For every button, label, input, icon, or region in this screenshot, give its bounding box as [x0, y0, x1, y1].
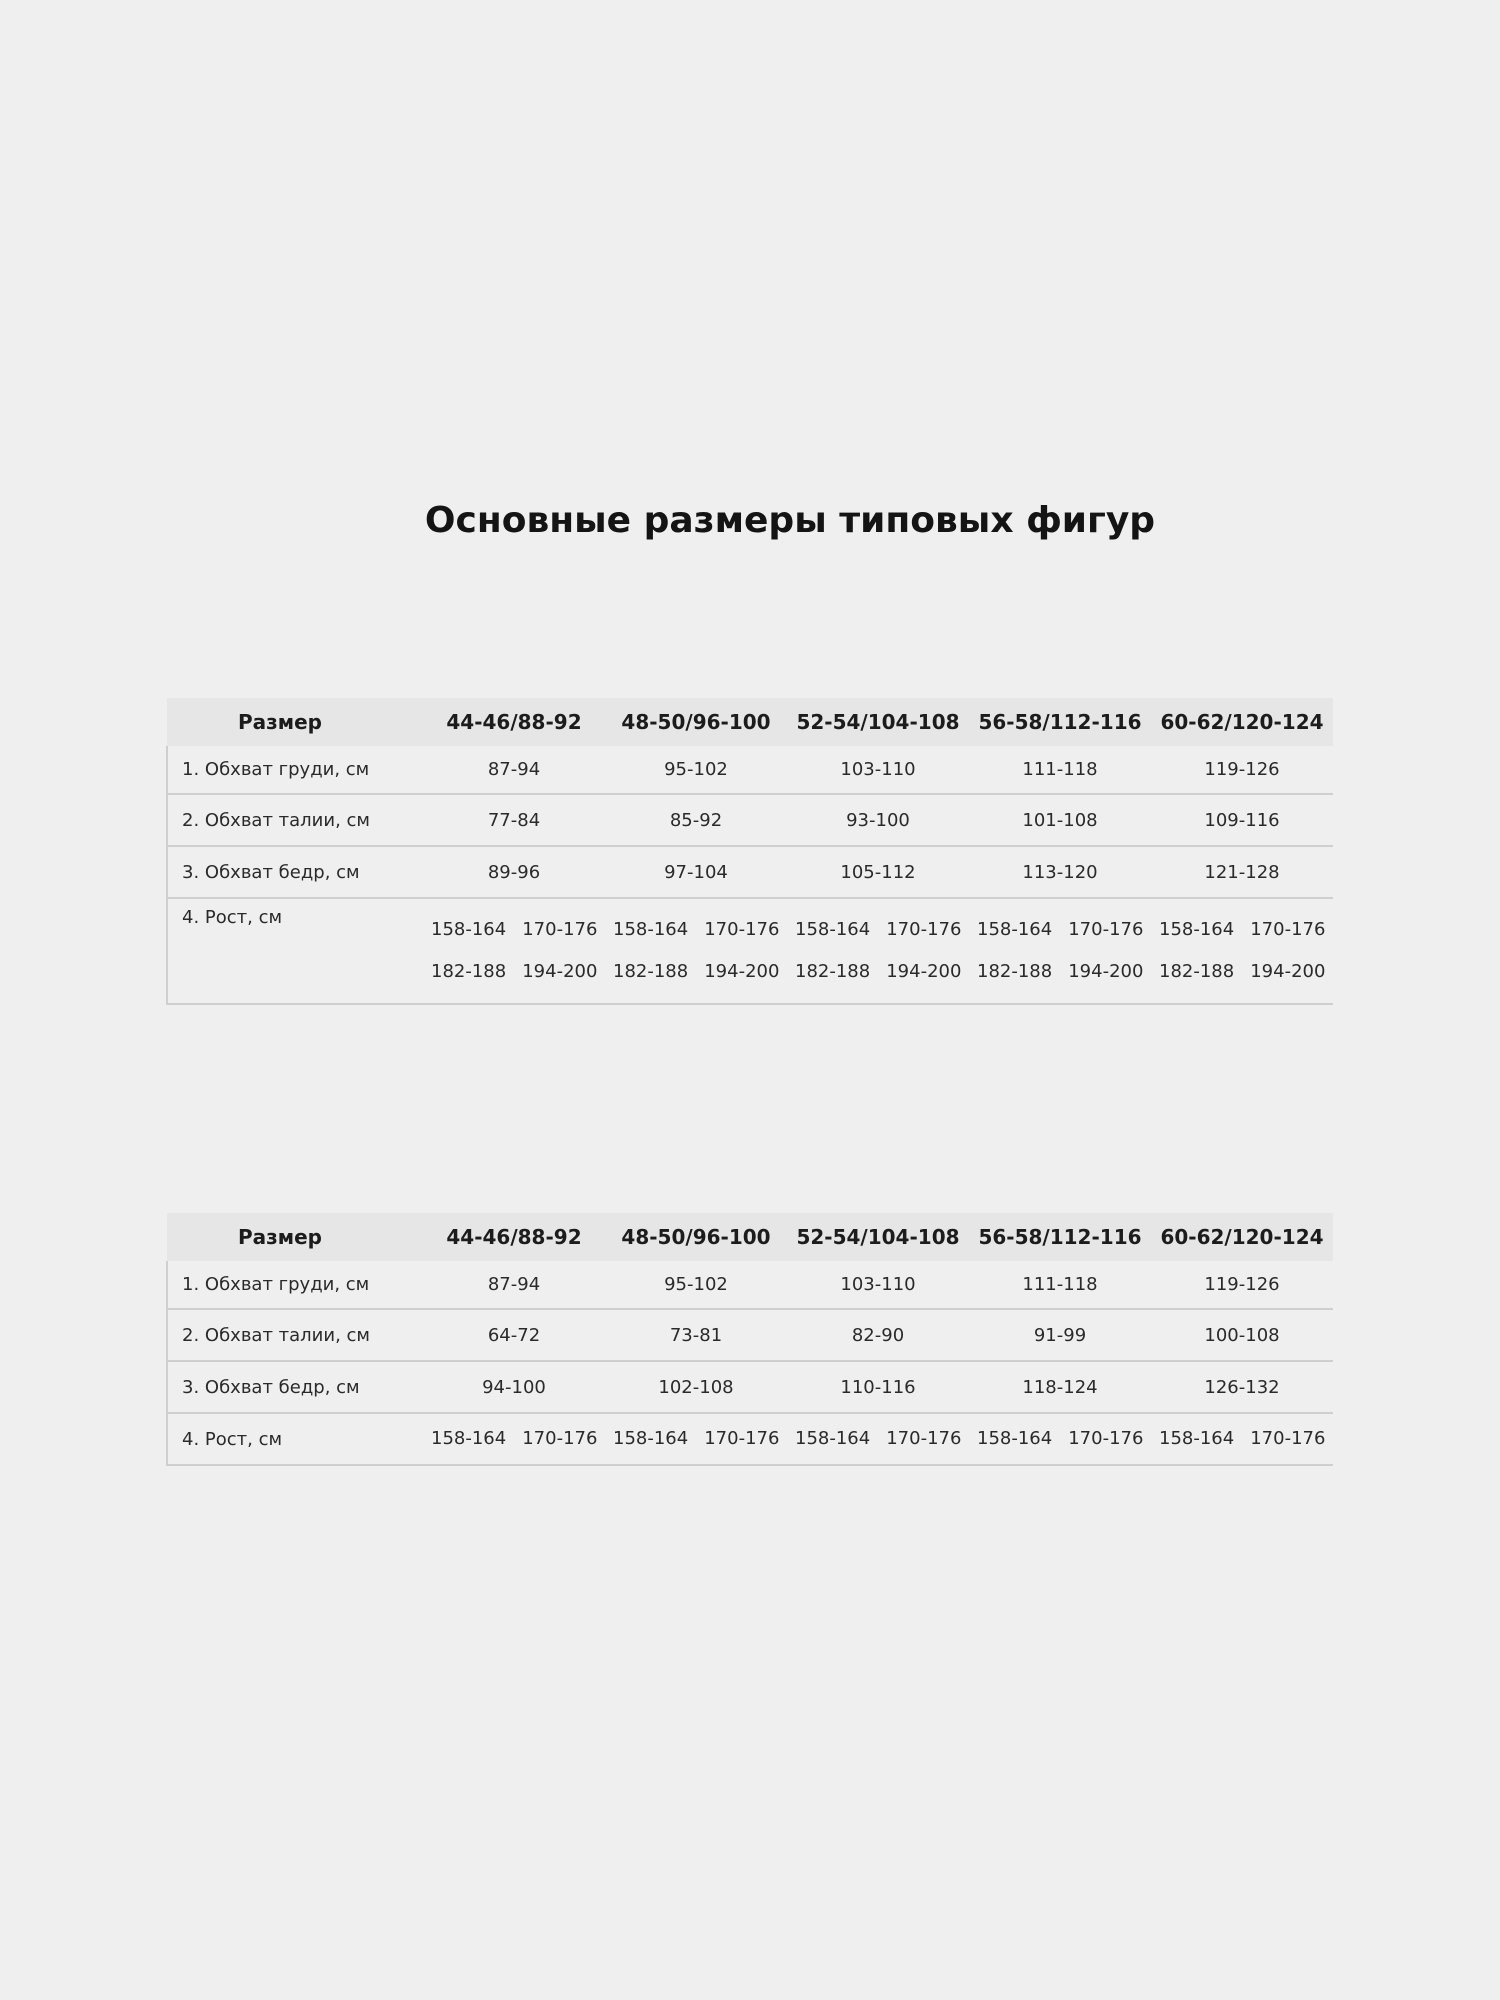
- header-size-col: 44-46/88-92: [446, 710, 582, 734]
- table-cell: 121-128: [1151, 846, 1333, 898]
- table-cell: 109-116: [1151, 794, 1333, 846]
- table-cell: [1151, 1413, 1333, 1465]
- height-range: 158-164: [977, 919, 1053, 940]
- height-range: 170-176: [1068, 919, 1144, 940]
- table-cell: 87-94: [423, 1261, 605, 1309]
- table-row: [167, 1261, 1333, 1309]
- height-range: 182-188: [613, 961, 689, 982]
- table-cell: 119-126: [1151, 1261, 1333, 1309]
- header-size-col: 48-50/96-100: [621, 1225, 771, 1249]
- size-table-2: [166, 1213, 1333, 1466]
- row-label: 1. Обхват груди, см: [167, 1261, 423, 1309]
- page-title: Основные размеры типовых фигур: [424, 500, 1156, 541]
- row-label: 4. Рост, см: [167, 1413, 423, 1465]
- table-header-row: [167, 698, 1333, 746]
- table-cell: 95-102: [605, 1261, 787, 1309]
- table-cell: 110-116: [787, 1361, 969, 1413]
- table-cell: 102-108: [605, 1361, 787, 1413]
- table-cell: 111-118: [969, 746, 1151, 794]
- height-range: 170-176: [704, 919, 780, 940]
- table-cell: 105-112: [787, 846, 969, 898]
- table-cell: 85-92: [605, 794, 787, 846]
- height-range: 170-176: [1250, 919, 1326, 940]
- header-size-col: 52-54/104-108: [796, 1225, 960, 1249]
- table-cell: [787, 898, 969, 1004]
- table-cell: [1151, 898, 1333, 1004]
- height-range: 170-176: [1250, 1428, 1326, 1449]
- table-cell: 100-108: [1151, 1309, 1333, 1361]
- header-size-col: 48-50/96-100: [621, 710, 771, 734]
- height-range: 158-164: [613, 919, 689, 940]
- row-label: 3. Обхват бедр, см: [167, 1361, 423, 1413]
- table-cell: 77-84: [423, 794, 605, 846]
- table-cell: [423, 1413, 605, 1465]
- table-cell: 94-100: [423, 1361, 605, 1413]
- height-range: 182-188: [795, 961, 871, 982]
- row-label: 2. Обхват талии, см: [167, 794, 423, 846]
- table-cell: [423, 898, 605, 1004]
- row-label: 4. Рост, см: [167, 898, 423, 1004]
- table-cell: 91-99: [969, 1309, 1151, 1361]
- header-size-col: 44-46/88-92: [446, 1225, 582, 1249]
- row-label: 1. Обхват груди, см: [167, 746, 423, 794]
- table-row-growth: [167, 898, 1333, 1004]
- table-cell: 101-108: [969, 794, 1151, 846]
- height-range: 158-164: [1159, 1428, 1235, 1449]
- height-range: 194-200: [1068, 961, 1144, 982]
- table-cell: 97-104: [605, 846, 787, 898]
- table-cell: [787, 1413, 969, 1465]
- header-size-col: 56-58/112-116: [978, 1225, 1142, 1249]
- table-cell: [969, 898, 1151, 1004]
- table-cell: 89-96: [423, 846, 605, 898]
- height-range: 158-164: [613, 1428, 689, 1449]
- table-cell: 113-120: [969, 846, 1151, 898]
- header-size-label: Размер: [167, 1213, 423, 1261]
- table-cell: 82-90: [787, 1309, 969, 1361]
- table-cell: 111-118: [969, 1261, 1151, 1309]
- height-range: 182-188: [977, 961, 1053, 982]
- height-range: 158-164: [431, 1428, 507, 1449]
- height-range: 158-164: [431, 919, 507, 940]
- table-cell: 126-132: [1151, 1361, 1333, 1413]
- table-row: [167, 1361, 1333, 1413]
- table-cell: 103-110: [787, 1261, 969, 1309]
- height-range: 170-176: [1068, 1428, 1144, 1449]
- height-range: 170-176: [704, 1428, 780, 1449]
- table-cell: [605, 1413, 787, 1465]
- header-size-label: Размер: [167, 698, 423, 746]
- row-label: 3. Обхват бедр, см: [167, 846, 423, 898]
- height-range: 158-164: [795, 919, 871, 940]
- height-range: 170-176: [522, 919, 598, 940]
- table-cell: 118-124: [969, 1361, 1151, 1413]
- size-table-1: [166, 698, 1333, 1005]
- height-range: 170-176: [886, 1428, 962, 1449]
- header-size-col: 60-62/120-124: [1160, 710, 1324, 734]
- table-cell: 73-81: [605, 1309, 787, 1361]
- table-cell: 64-72: [423, 1309, 605, 1361]
- table-row: [167, 746, 1333, 794]
- table-cell: [605, 898, 787, 1004]
- table-row-growth: [167, 1413, 1333, 1465]
- header-size-col: 56-58/112-116: [978, 710, 1142, 734]
- table-cell: 87-94: [423, 746, 605, 794]
- table-cell: 93-100: [787, 794, 969, 846]
- height-range: 194-200: [1250, 961, 1326, 982]
- height-range: 170-176: [522, 1428, 598, 1449]
- header-size-col: 52-54/104-108: [796, 710, 960, 734]
- table-header-row: [167, 1213, 1333, 1261]
- height-range: 158-164: [1159, 919, 1235, 940]
- height-range: 170-176: [886, 919, 962, 940]
- table-cell: [969, 1413, 1151, 1465]
- table-row: [167, 846, 1333, 898]
- height-range: 194-200: [522, 961, 598, 982]
- table-cell: 95-102: [605, 746, 787, 794]
- table-row: [167, 1309, 1333, 1361]
- table-row: [167, 794, 1333, 846]
- height-range: 194-200: [886, 961, 962, 982]
- table-cell: 103-110: [787, 746, 969, 794]
- row-label: 2. Обхват талии, см: [167, 1309, 423, 1361]
- height-range: 158-164: [977, 1428, 1053, 1449]
- height-range: 182-188: [1159, 961, 1235, 982]
- height-range: 194-200: [704, 961, 780, 982]
- table-cell: 119-126: [1151, 746, 1333, 794]
- header-size-col: 60-62/120-124: [1160, 1225, 1324, 1249]
- height-range: 182-188: [431, 961, 507, 982]
- height-range: 158-164: [795, 1428, 871, 1449]
